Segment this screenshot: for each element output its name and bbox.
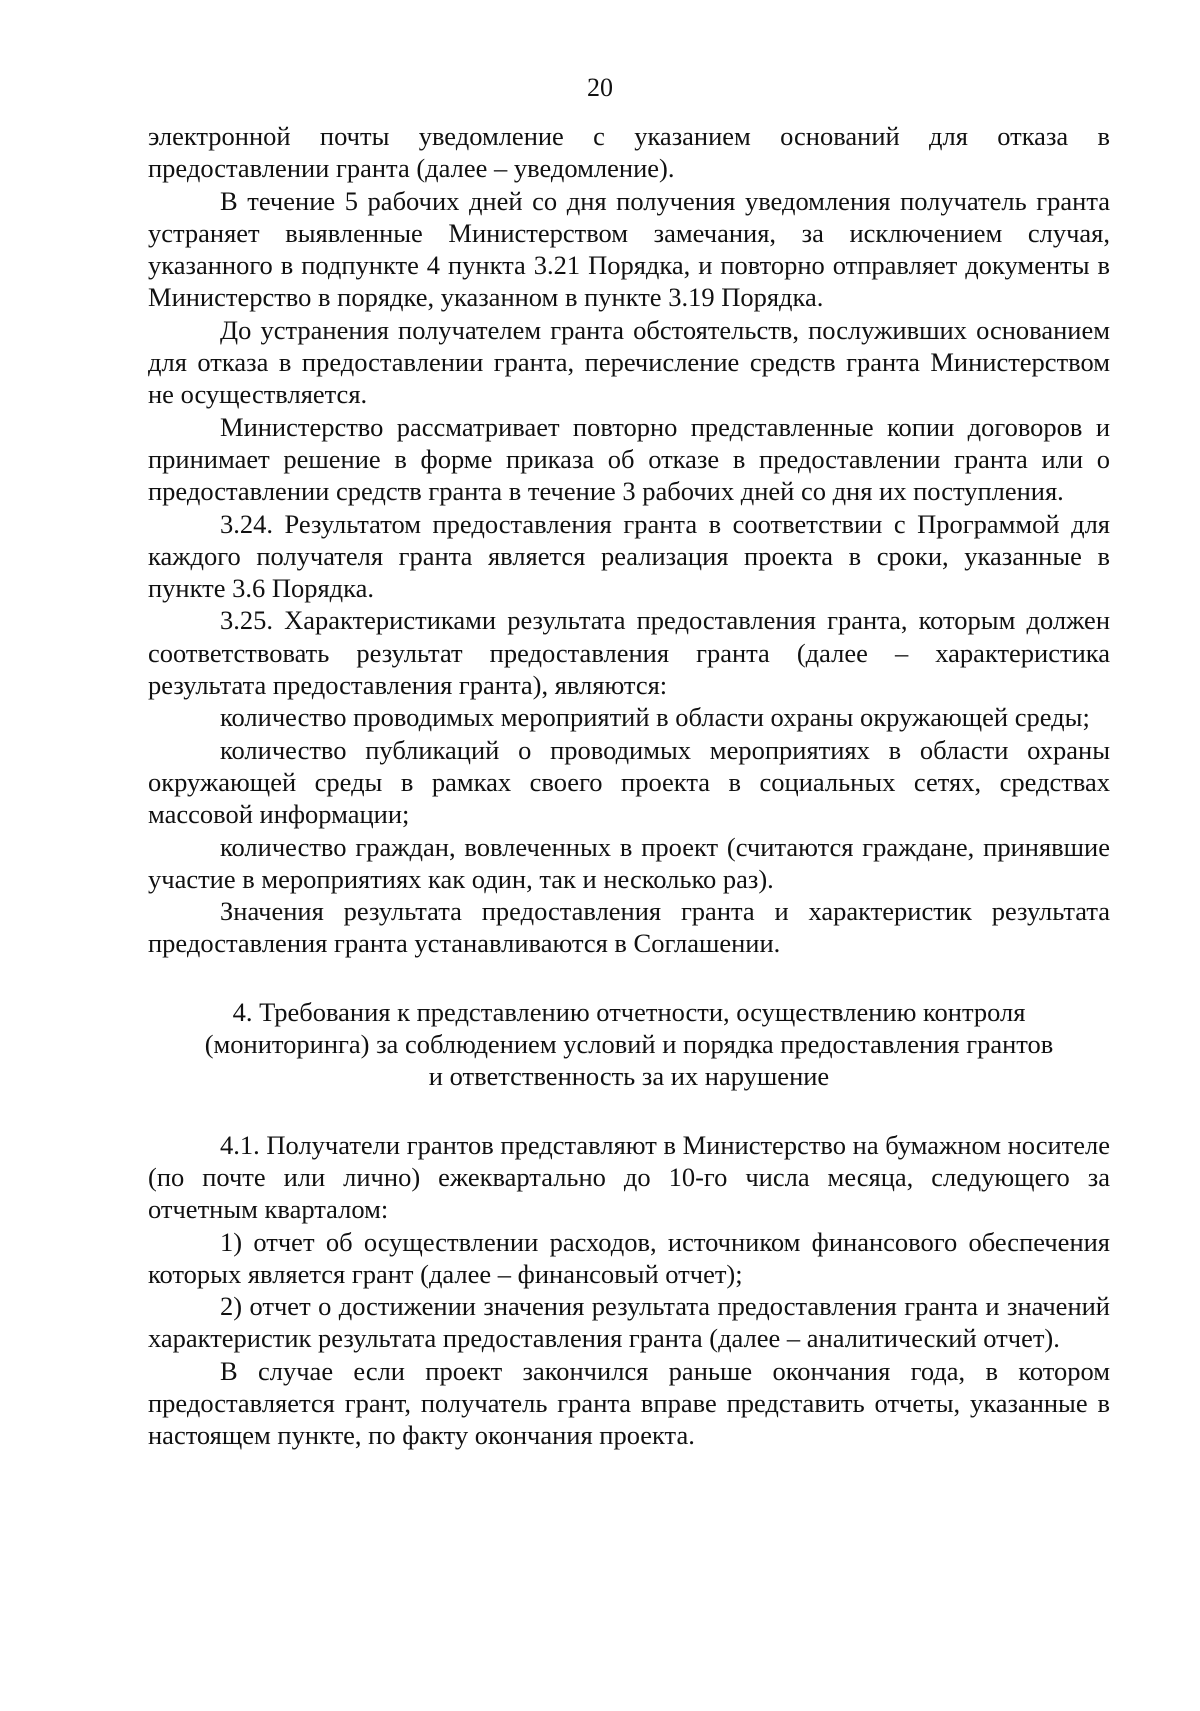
paragraph: Министерство рассматривает повторно представленные копии договоров и принимает решение в форме приказа об отказе в предоставлении гранта или о предоставлении средств гранта в течение 3 рабочих дней со дня их поступления.: [148, 411, 1110, 507]
paragraphs-before: [148, 120, 1110, 960]
paragraph: 2) отчет о достижении значения результата предоставления гранта и значений характеристик результата предоставления гранта (далее – аналитический отчет).: [148, 1291, 1110, 1354]
section-heading: [148, 996, 1110, 1093]
paragraph: количество граждан, вовлеченных в проект (считаются граждане, принявшие участие в мероприятиях как один, так и несколько раз).: [148, 831, 1110, 894]
section-heading-line: (мониторинга) за соблюдением условий и порядка предоставления грантов: [204, 1029, 1054, 1060]
section-heading-line: 4. Требования к представлению отчетности, осуществлению контроля: [232, 996, 1026, 1027]
paragraph: количество публикаций о проводимых мероприятиях в области охраны окружающей среды в рамках своего проекта в социальных сетях, средствах массовой информации;: [148, 734, 1110, 830]
section-heading-line: и ответственность за их нарушение: [428, 1061, 830, 1092]
paragraph: электронной почты уведомление с указанием оснований для отказа в предоставлении гранта (далее – уведомление).: [148, 121, 1110, 184]
page-number: 20: [587, 73, 613, 102]
paragraph: 4.1. Получатели грантов представляют в Министерство на бумажном носителе (по почте или лично) ежеквартально до 10-го числа месяца, следующего за отчетным кварталом:: [148, 1129, 1110, 1225]
paragraph: 1) отчет об осуществлении расходов, источником финансового обеспечения которых является грант (далее – финансовый отчет);: [148, 1226, 1110, 1289]
paragraph: В случае если проект закончился раньше окончания года, в котором предоставляется грант, получатель гранта вправе представить отчеты, указанные в настоящем пункте, по факту окончания проекта.: [148, 1355, 1110, 1451]
paragraph: До устранения получателем гранта обстоятельств, послуживших основанием для отказа в предоставлении гранта, перечисление средств гранта Министерством не осуществляется.: [148, 314, 1110, 410]
paragraph: Значения результата предоставления гранта и характеристик результата предоставления гранта устанавливаются в Соглашении.: [148, 896, 1110, 959]
paragraph: количество проводимых мероприятий в области охраны окружающей среды;: [220, 702, 1090, 733]
paragraphs-after: [148, 1129, 1110, 1452]
document-body: [148, 120, 1110, 1452]
paragraph: 3.24. Результатом предоставления гранта в соответствии с Программой для каждого получателя гранта является реализация проекта в сроки, указанные в пункте 3.6 Порядка.: [148, 508, 1110, 604]
paragraph: 3.25. Характеристиками результата предоставления гранта, которым должен соответствовать результат предоставления гранта (далее – характеристика результата предоставления гранта), являются:: [148, 605, 1110, 701]
paragraph: В течение 5 рабочих дней со дня получения уведомления получатель гранта устраняет выявленные Министерством замечания, за исключением случая, указанного в подпункте 4 пункта 3.21 Порядка, и повторно отправляет документы в Министерство в порядке, указанном в пункте 3.19 Порядка.: [148, 185, 1110, 313]
